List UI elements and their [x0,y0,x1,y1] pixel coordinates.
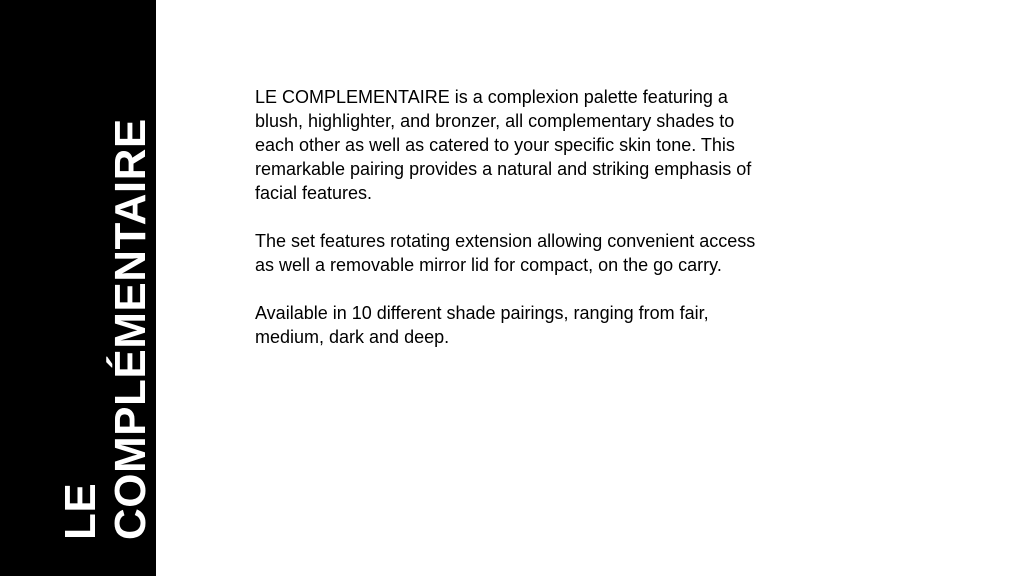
paragraph-features: The set features rotating extension allowing convenient access as well a removable mirror lid for compact, on the go carry. [255,231,756,275]
slide-title-line-1: LE [56,482,105,540]
slide-title [56,118,156,540]
paragraph-availability: Available in 10 different shade pairings, ranging from fair, medium, dark and deep. [255,303,709,347]
description-text [255,85,765,373]
paragraph-intro: LE COMPLEMENTAIRE is a complexion palette featuring a blush, highlighter, and bronzer, all complementary shades to each other as well as catered to your specific skin tone. This remarkable pairing provides a natural and striking emphasis of facial features. [255,87,752,203]
slide-title-line-2: COMPLÉMENTAIRE [106,118,155,540]
title-sidebar [0,0,156,576]
